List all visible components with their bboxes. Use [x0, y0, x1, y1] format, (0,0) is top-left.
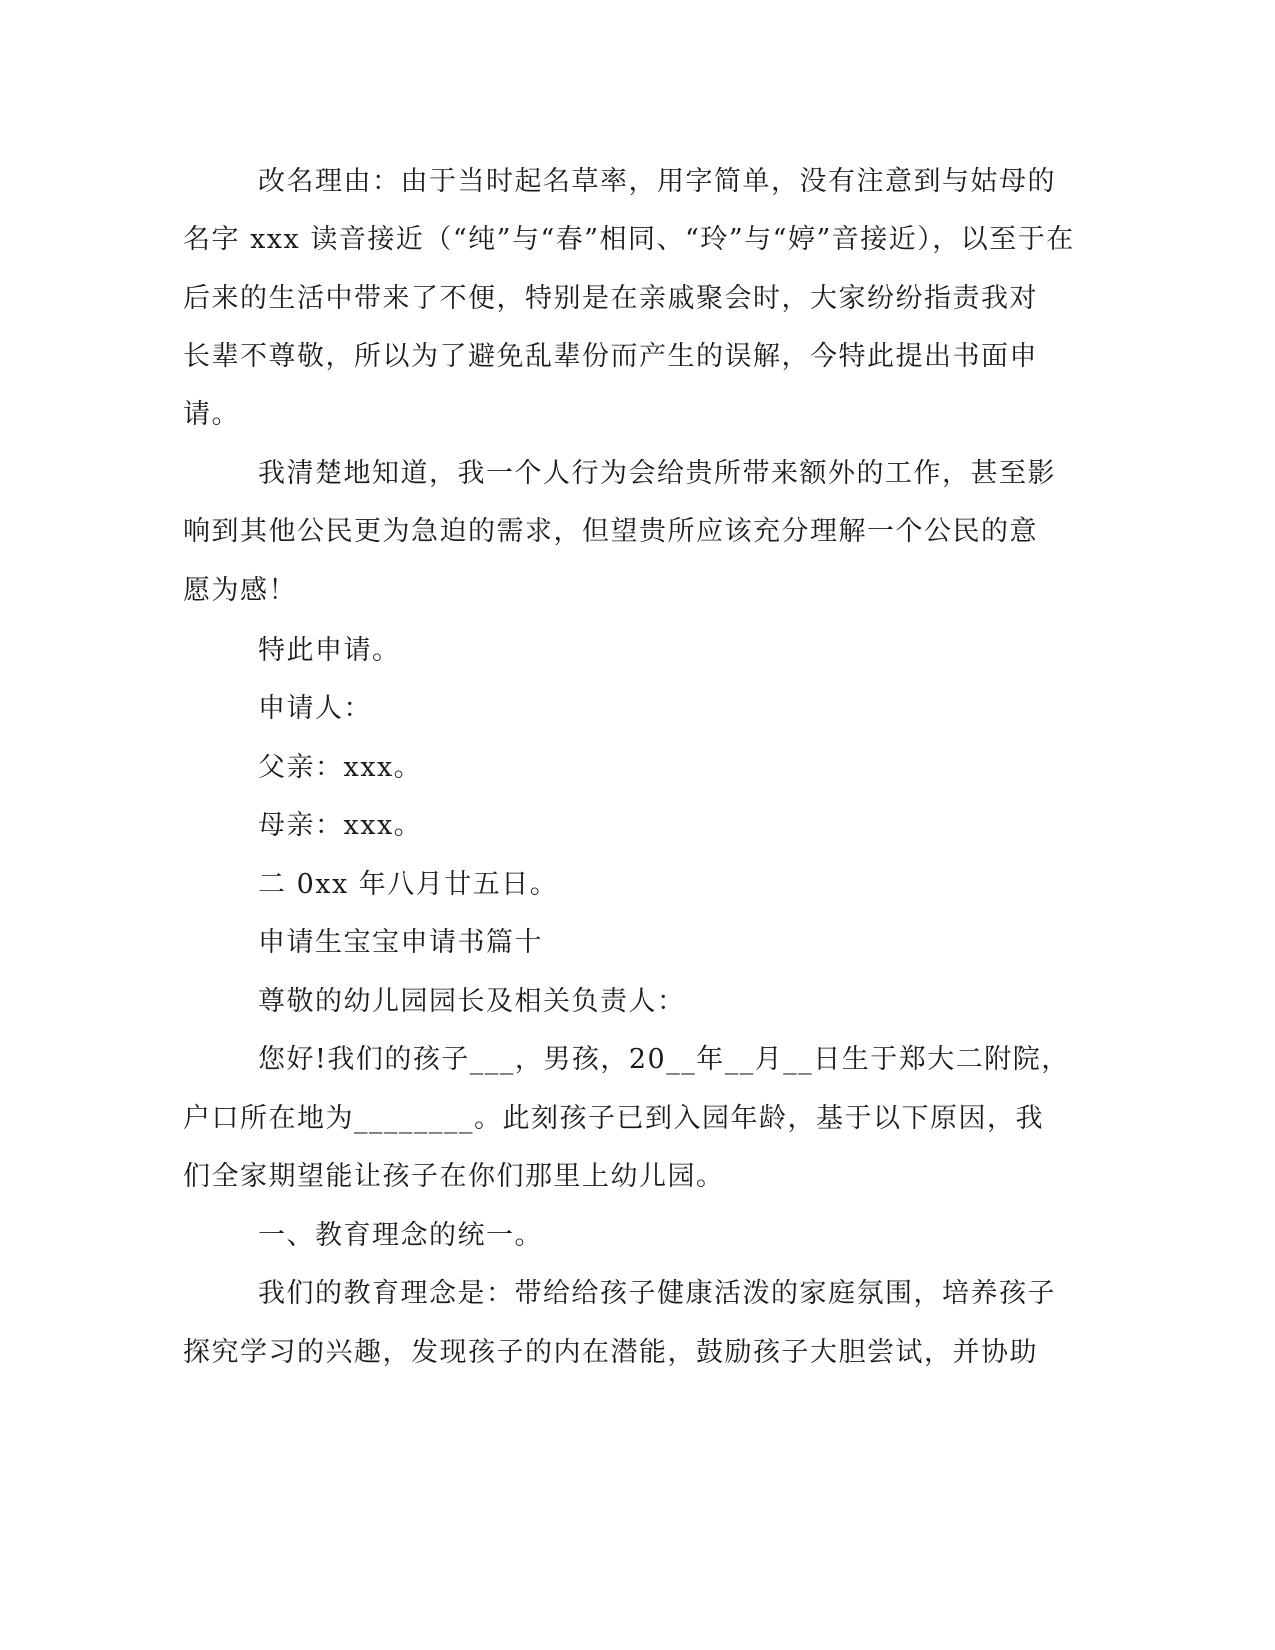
text-line: 愿为感！	[183, 575, 297, 606]
text-line: 我们的教育理念是：带给给孩子健康活泼的家庭氛围，培养孩子	[258, 1278, 1056, 1309]
text-line: 名字 xxx 读音接近（“纯”与“春”相同、“玲”与“婷”音接近），以至于在	[183, 224, 1075, 255]
text-line: 户口所在地为________。此刻孩子已到入园年龄，基于以下原因，我	[183, 1103, 1044, 1134]
text-line: 后来的生活中带来了不便，特别是在亲戚聚会时，大家纷纷指责我对	[183, 283, 1038, 314]
text-line: 长辈不尊敬，所以为了避免乱辈份而产生的误解，今特此提出书面申	[183, 341, 1038, 372]
text-line: 请。	[183, 399, 240, 430]
text-line: 二 0xx 年八月廿五日。	[258, 869, 559, 900]
text-line: 响到其他公民更为急迫的需求，但望贵所应该充分理解一个公民的意	[183, 516, 1038, 547]
text-line: 您好!我们的孩子___，男孩，20__年__月__日生于郑大二附院，	[258, 1044, 1070, 1075]
text-line: 们全家期望能让孩子在你们那里上幼儿园。	[183, 1161, 725, 1192]
text-line: 申请人：	[258, 693, 372, 724]
text-line: 母亲：xxx。	[258, 810, 423, 841]
text-line: 我清楚地知道，我一个人行为会给贵所带来额外的工作，甚至影	[258, 458, 1056, 489]
text-line: 探究学习的兴趣，发现孩子的内在潜能，鼓励孩子大胆尝试，并协助	[183, 1337, 1038, 1368]
text-line: 一、教育理念的统一。	[258, 1220, 543, 1251]
text-line: 改名理由：由于当时起名草率，用字简单，没有注意到与姑母的	[258, 166, 1056, 197]
text-line: 父亲：xxx。	[258, 752, 423, 783]
text-line: 申请生宝宝申请书篇十	[258, 927, 543, 958]
text-line: 尊敬的幼儿园园长及相关负责人：	[258, 986, 686, 1017]
text-line: 特此申请。	[258, 635, 401, 666]
